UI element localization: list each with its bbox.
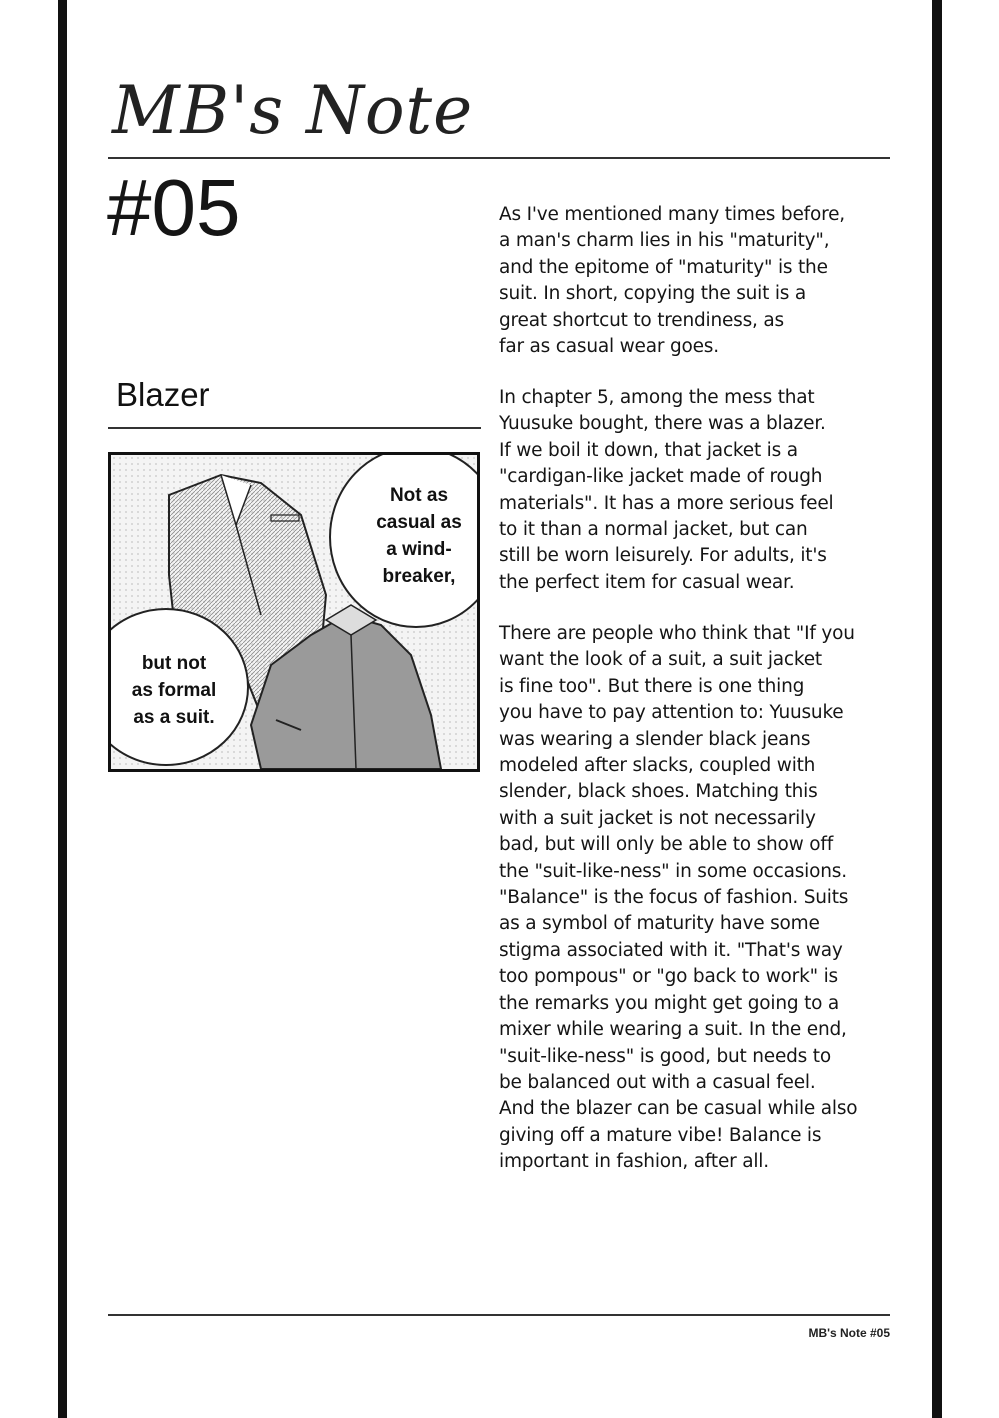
article-paragraph-3: There are people who think that "If you want the look of a suit, a suit jacket is fine too". But there is one thing you have to pay attention to: Yuusuke was wearing a slender black jeans modeled after slacks, coupled with slender, black shoes. Matching this with a suit jacket is not necessarily bad, but will only be able to show off the "suit-like-ness" in some occasions. "Balance" is the focus of fashion. Suits as a symbol of maturity have some stigma associated with it. "That's way too pompous" or "go back to work" is the remarks you might get going to a mixer while wearing a suit. In the end, "suit-like-ness" is good, but needs to be balanced out with a casual feel. And the blazer can be casual while also giving off a mature vibe! Balance is important in fashion, after all. xyxy=(499,623,858,1173)
speech-bubble-2-text: but not as formal as a suit. xyxy=(131,653,217,728)
footer-divider xyxy=(108,1314,890,1316)
section-divider xyxy=(108,427,481,429)
issue-number: #05 xyxy=(107,163,241,252)
page-edge-right xyxy=(932,0,942,1418)
page-title: MB's Note xyxy=(112,72,474,149)
footer-label: MB's Note #05 xyxy=(808,1326,890,1340)
article-paragraph-1: As I've mentioned many times before, a man's charm lies in his "maturity", and the epitome of "maturity" is the suit. In short, copying the suit is a great shortcut to trendiness, as far as casual wear goes. xyxy=(499,204,845,358)
page-edge-left xyxy=(58,0,67,1418)
title-divider xyxy=(108,157,890,159)
article-paragraph-2: In chapter 5, among the mess that Yuusuke bought, there was a blazer. If we boil it down, that jacket is a "cardigan-like jacket made of rough materials". It has a more serious feel to it than a normal jacket, but can still be worn leisurely. For adults, it's the perfect item for casual wear. xyxy=(499,387,834,593)
speech-bubble-1-text: Not as casual as a wind- breaker, xyxy=(376,485,462,587)
section-heading: Blazer xyxy=(116,376,210,413)
manga-panel xyxy=(108,452,480,772)
